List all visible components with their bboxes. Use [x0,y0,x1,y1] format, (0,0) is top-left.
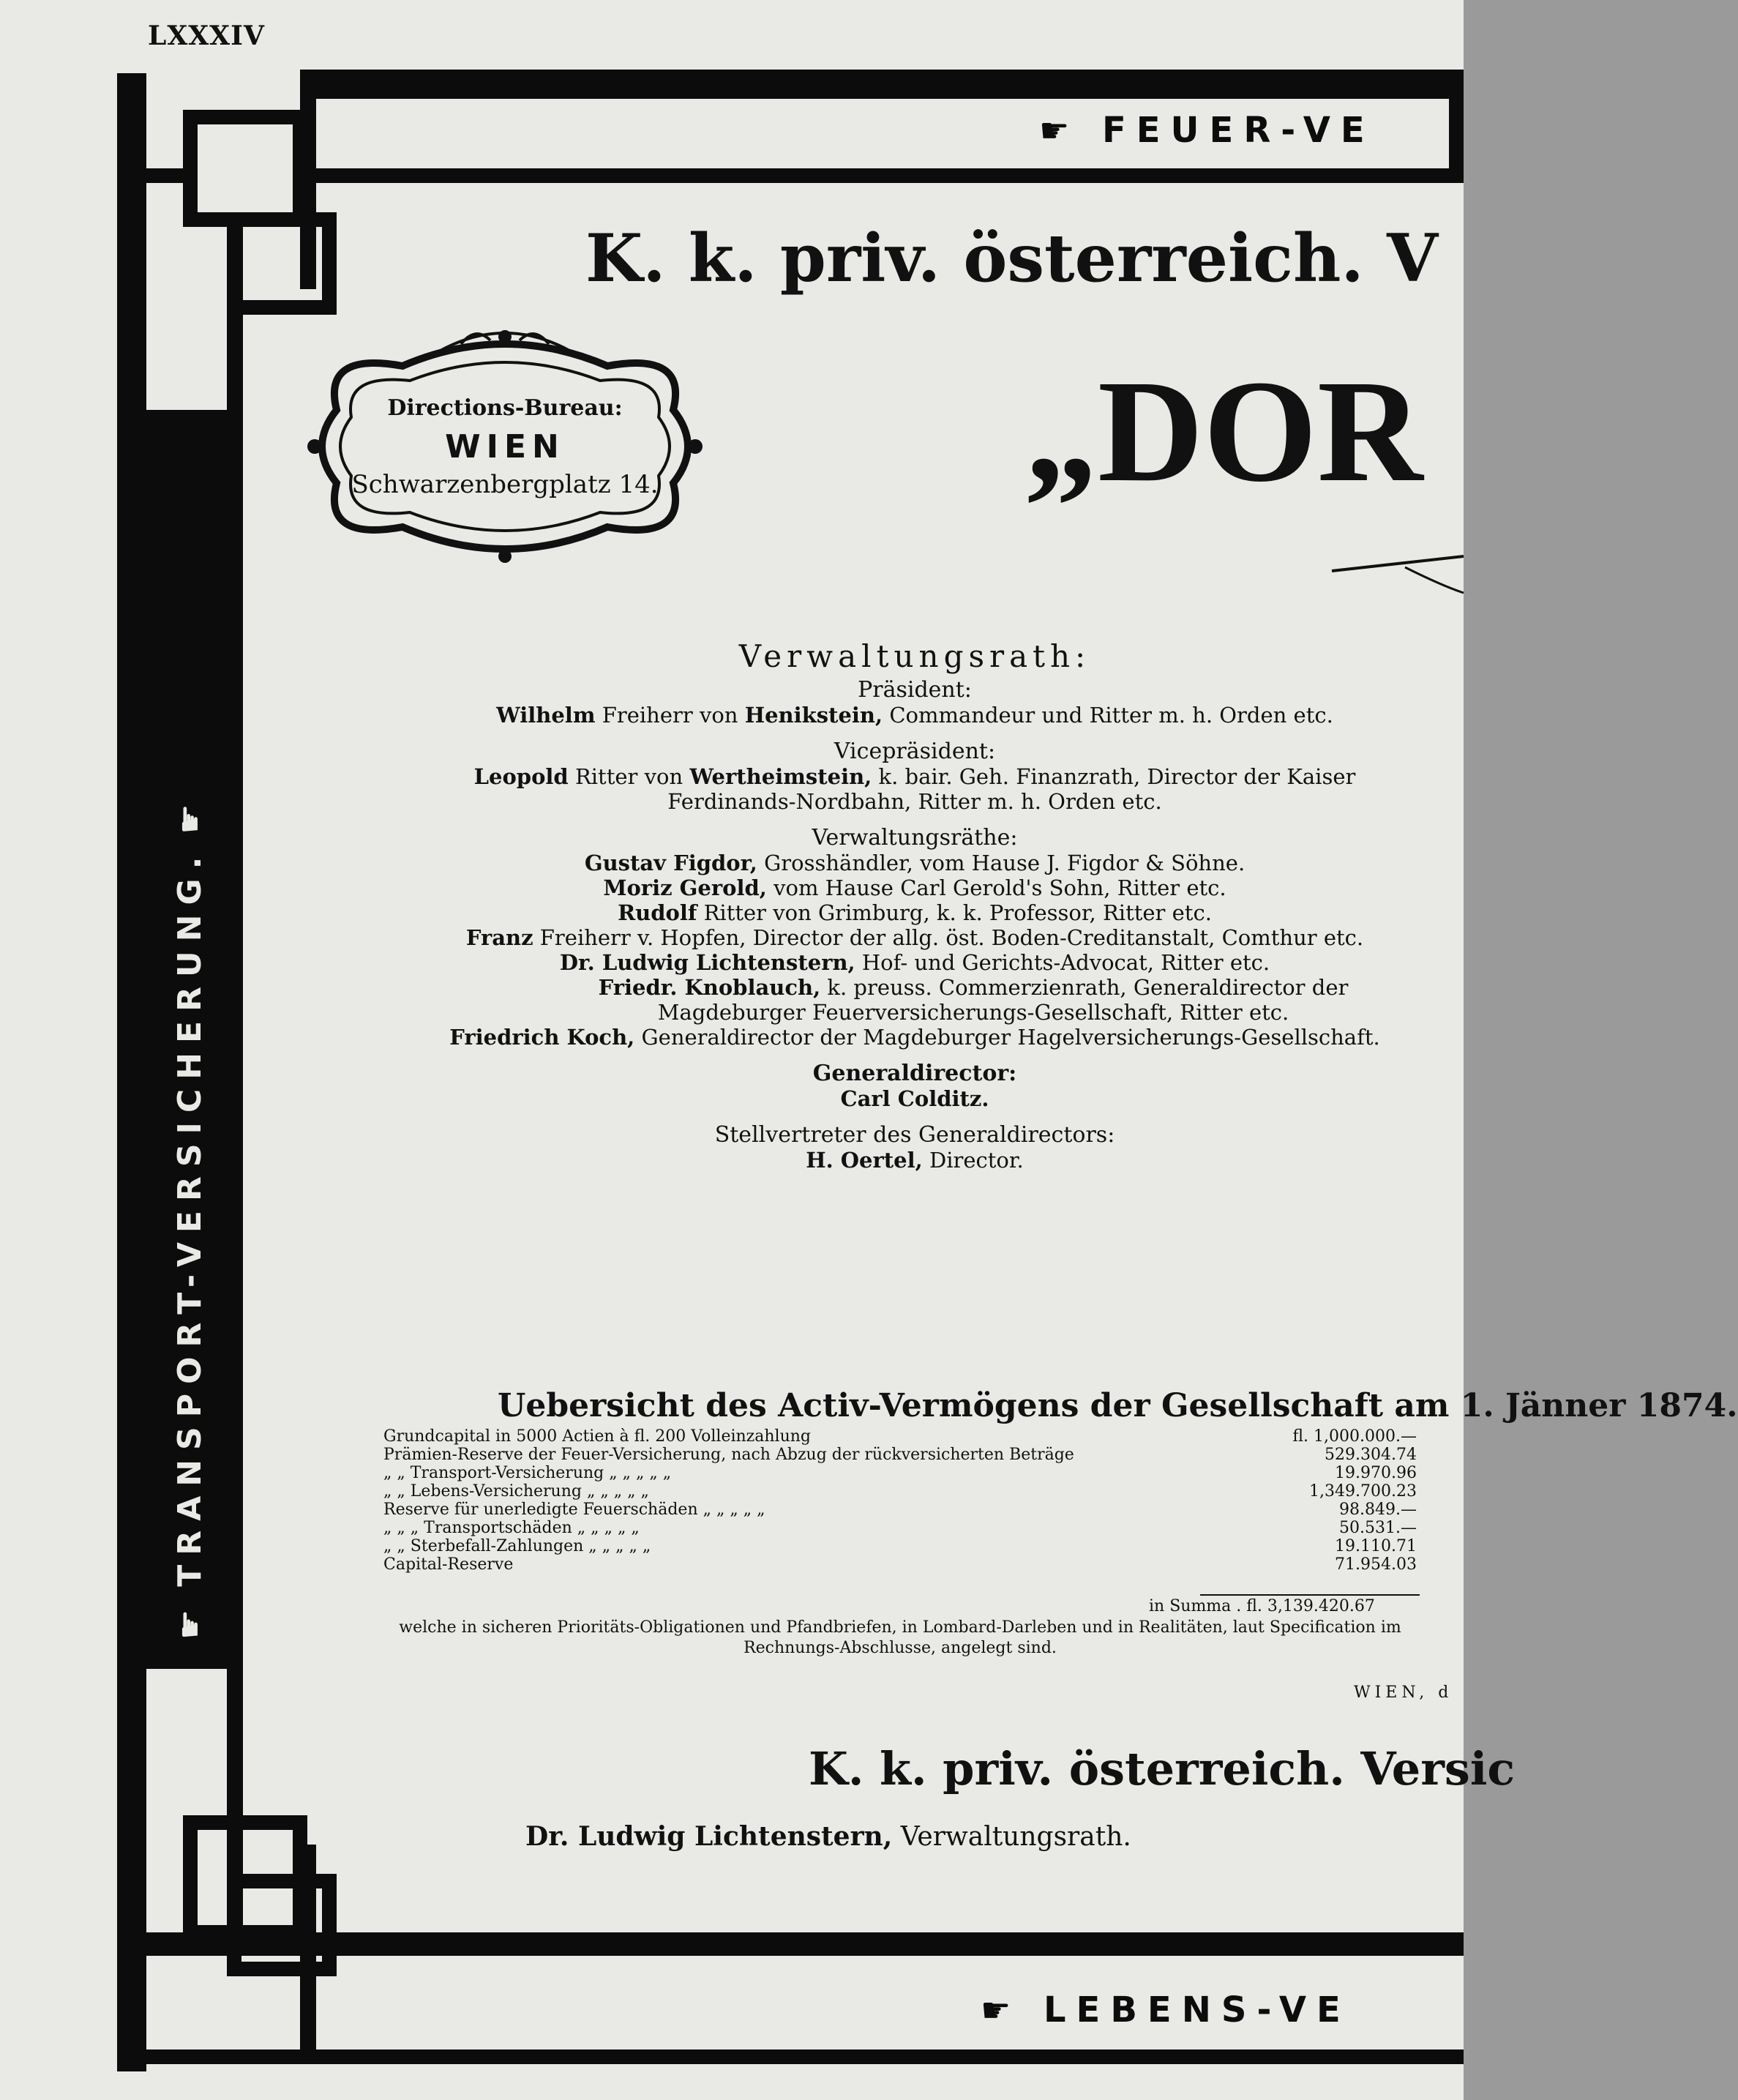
deputy-title: Stellvertreter des Generaldirectors: [714,1122,1115,1148]
asset-label: „ „ „ Transportschäden „ „ „ „ „ [383,1519,640,1537]
member-row [381,851,1449,875]
pointing-hand-icon: ☛ [1039,111,1080,150]
asset-amount: 98.849.— [1339,1501,1417,1519]
asset-amount: 1,349.700.23 [1309,1482,1417,1501]
assets-table [381,1427,1420,1574]
company-name: K. k. priv. österreich. Versic [809,1742,1516,1796]
member-name: Moriz Gerold, [603,875,767,900]
asset-amount: fl. 1,000.000.— [1292,1427,1417,1446]
member-name: Friedr. Knoblauch, [598,975,821,1000]
vice-surname: Wertheimstein, [689,764,872,789]
member-desc: Freiherr v. Hopfen, Director der allg. öst. Boden-Creditanstalt, Comthur etc. [539,925,1364,950]
signer [525,1821,1131,1852]
banner-bottom-text: LEBENS-VE [1043,1989,1351,2030]
gd-name-text: Carl Colditz. [840,1086,989,1111]
place-date: WIEN, d [1354,1684,1453,1702]
frame-ornament-top-left [117,73,344,315]
asset-label: „ „ Transport-Versicherung „ „ „ „ „ [383,1464,672,1482]
deputy-role: Director. [929,1148,1024,1173]
president-desc: Commandeur und Ritter m. h. Orden etc. [889,703,1333,728]
signer-role: Verwaltungsrath. [900,1822,1131,1852]
member-desc: k. preuss. Commerzienrath, Generaldirector der Magdeburger Feuerversicherungs-Gesellschaft, Ritter etc. [657,975,1349,1025]
assets-heading: Uebersicht des Activ-Vermögens der Gesellschaft am 1. Jänner 1874. [498,1387,1738,1424]
banner-top [1039,110,1375,151]
member-row [381,1025,1449,1050]
assets-total: in Summa . fl. 3,139.420.67 [1149,1597,1375,1615]
cartouche-line1: Directions-Bureau: [387,395,623,421]
president-surname: Henikstein, [744,703,883,728]
signer-name: Dr. Ludwig Lichtenstern, [525,1821,893,1852]
table-row [381,1464,1420,1482]
asset-label: Capital-Reserve [383,1555,514,1574]
assets-note: welche in sicheren Prioritäts-Obligationen und Pfandbriefen, in Lombard-Darleben und in Realitäten, laut Specification im Rechnungs-Abschlusse, angelegt sind. [399,1618,1401,1657]
gd-name [381,1086,1449,1111]
table-row [381,1482,1420,1501]
member-row [381,975,1449,1025]
sum-rule [1200,1594,1420,1596]
president-mid: Freiherr von [602,703,738,728]
member-name: Gustav Figdor, [584,851,757,875]
vice-desc2: Ferdinands-Nordbahn, Ritter m. h. Orden etc. [667,789,1162,814]
table-row [381,1519,1420,1537]
member-desc: Generaldirector der Magdeburger Hagelversicherungs-Gesellschaft. [641,1025,1380,1050]
asset-amount: 19.970.96 [1335,1464,1417,1482]
table-row [381,1537,1420,1555]
vertical-label [168,615,211,1640]
pointing-hand-icon: ☛ [170,794,209,834]
asset-amount: 50.531.— [1339,1519,1417,1537]
banner-bottom [981,1989,1351,2030]
member-row [381,950,1449,975]
pointing-hand-icon: ☛ [981,1990,1022,2030]
frame-right-edge [1449,70,1464,183]
members-title: Verwaltungsräthe: [812,825,1018,851]
member-desc: Hof- und Gerichts-Advocat, Ritter etc. [861,950,1270,975]
president-name: Wilhelm [496,703,596,728]
gd-title: Generaldirector: [812,1061,1017,1086]
member-row [381,875,1449,900]
headline-fraktur: K. k. priv. österreich. V [585,220,1438,297]
deputy-name: H. Oertel, [806,1148,923,1173]
cartouche-text [344,395,666,499]
table-row [381,1555,1420,1574]
frame-left-inner [227,227,243,1925]
president-line [381,703,1449,728]
member-desc: Grosshändler, vom Hause J. Figdor & Söhne. [764,851,1246,875]
vertical-label-text: TRANSPORT-VERSICHERUNG. [171,847,209,1587]
member-name: Friedrich Koch, [449,1025,635,1050]
member-row [381,925,1449,950]
asset-amount: 529.304.74 [1325,1446,1417,1464]
banner-top-text: FEUER-VE [1101,110,1375,151]
board-heading: Verwaltungsrath: [738,638,1091,674]
vice-desc1: k. bair. Geh. Finanzrath, Director der Kaiser [878,764,1356,789]
frame-bottom-thin [117,2049,1464,2064]
board-section [381,638,1449,1173]
member-desc: Ritter von Grimburg, k. k. Professor, Ritter etc. [703,900,1212,925]
page-number: LXXXIV [148,20,265,51]
frame-top-thin [307,168,1464,183]
cartouche-line2: WIEN [445,428,565,466]
frame-left-outer [117,73,146,2071]
member-row [381,900,1449,925]
headline-large: „DOR [1025,351,1423,512]
member-name: Rudolf [618,900,697,925]
table-row [381,1501,1420,1519]
asset-amount: 19.110.71 [1335,1537,1417,1555]
frame-top-thick [300,70,1464,99]
member-name: Dr. Ludwig Lichtenstern, [559,950,855,975]
member-desc: vom Hause Carl Gerold's Sohn, Ritter etc. [774,875,1226,900]
headline-flourish [1332,542,1464,600]
deputy-line [381,1148,1449,1173]
asset-amount: 71.954.03 [1335,1555,1417,1574]
asset-label: Reserve für unerledigte Feuerschäden „ „ „ „ „ [383,1501,765,1519]
vice-name: Leopold [473,764,569,789]
asset-label: „ „ Sterbefall-Zahlungen „ „ „ „ „ [383,1537,651,1555]
table-row [381,1427,1420,1446]
asset-label: Prämien-Reserve der Feuer-Versicherung, nach Abzug der rückversicherten Beträge [383,1446,1074,1464]
table-row [381,1446,1420,1464]
asset-label: Grundcapital in 5000 Actien à fl. 200 Volleinzahlung [383,1427,811,1446]
cartouche-line3: Schwarzenbergplatz 14. [351,470,659,499]
vice-line [381,764,1449,789]
asset-label: „ „ Lebens-Versicherung „ „ „ „ „ [383,1482,649,1501]
vice-title: Vicepräsident: [834,739,996,764]
vice-mid: Ritter von [574,764,683,789]
pointing-hand-icon: ☛ [170,1599,209,1640]
president-title: Präsident: [858,677,972,703]
frame-ornament-bottom-left [117,1808,344,1998]
member-name: Franz [465,925,533,950]
